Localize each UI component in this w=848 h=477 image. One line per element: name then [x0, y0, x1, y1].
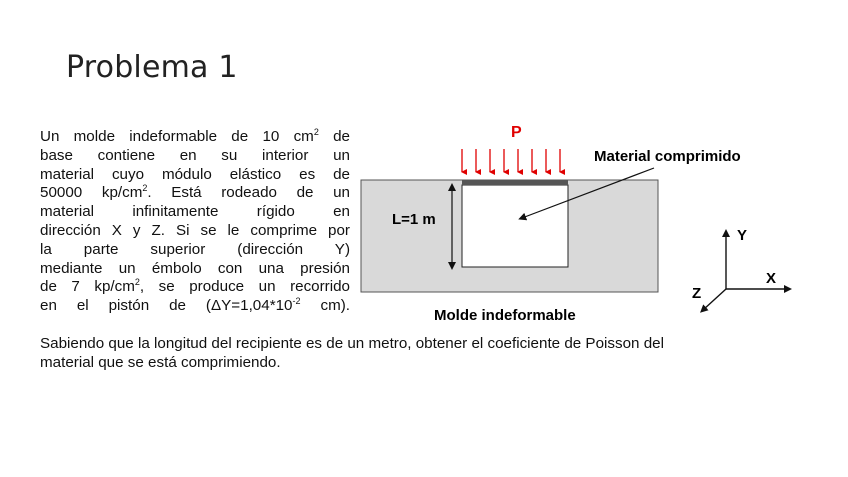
question-line: Sabiendo que la longitud del recipiente es de un metro, obtener el coeficiente de Poisson del [40, 335, 664, 352]
problem-line: 50000 $kp/cm^2$. Está rodeado de un [40, 183, 350, 202]
problem-line: en el pistón de ($\Delta Y=1,04*10^{-2}$ cm). [40, 296, 351, 315]
question-line: material que se está comprimiendo. [40, 353, 281, 371]
axis-x-label: X [766, 270, 777, 287]
problem-line: Un molde indeformable de 10 $cm^2$ de [40, 127, 350, 145]
load-arrows [462, 149, 560, 172]
load-label: P [511, 124, 522, 141]
problem-line: la parte superior (dirección Y) [40, 240, 350, 258]
problem-line: de 7 $kp/cm^2$, se produce un recorrido [40, 277, 350, 296]
axis-y-label: Y [737, 227, 748, 244]
axis-z-label: Z [692, 285, 702, 302]
mold-label: Molde indeformable [434, 307, 576, 324]
problem-line: material infinitamente rígido en [40, 203, 350, 221]
problem-line: base contiene en su interior un [40, 146, 350, 164]
material-label: Material comprimido [594, 148, 741, 165]
problem-line: dirección X y Z. Si se le comprime por [40, 221, 350, 239]
piston [462, 180, 568, 185]
compressed-material [462, 185, 568, 267]
problem-line: material cuyo módulo elástico es de [40, 165, 350, 183]
problem-line: mediante un émbolo con una presión [40, 259, 350, 277]
slide-title: Problema 1 [66, 50, 238, 85]
length-label: L=1 m [392, 211, 436, 228]
